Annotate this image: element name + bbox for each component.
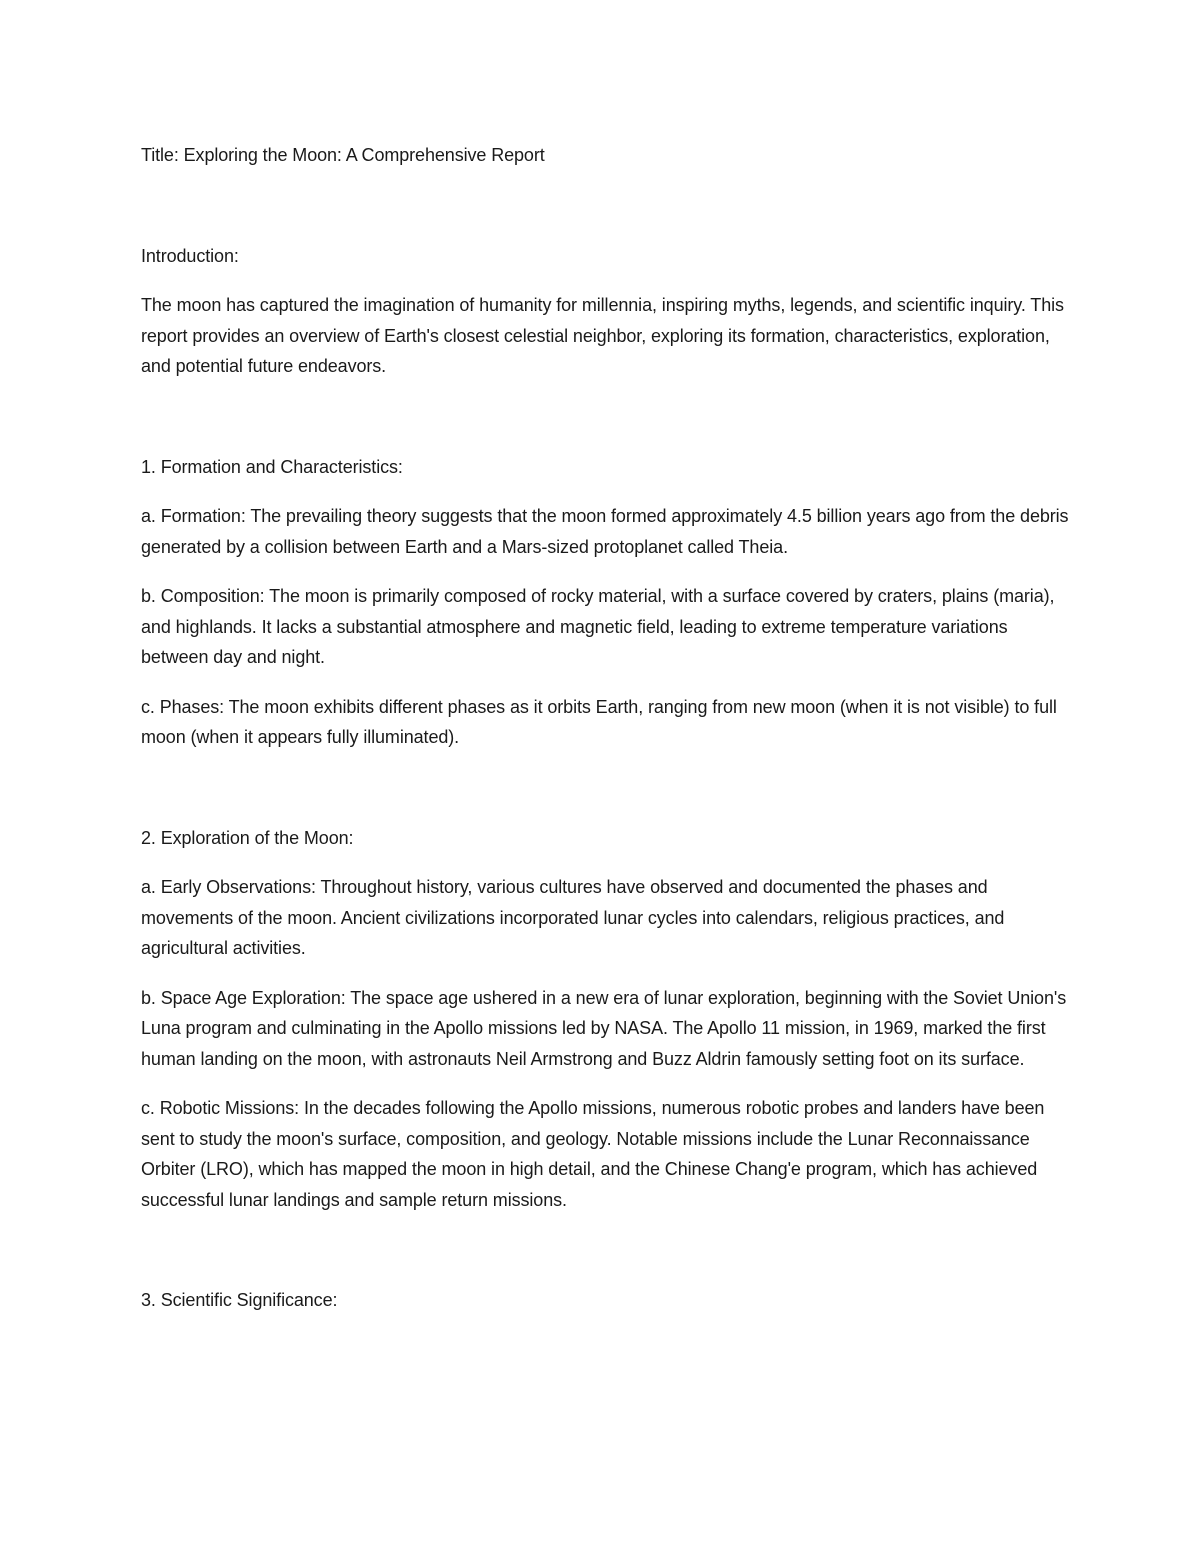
intro-paragraph: The moon has captured the imagination of humanity for millennia, inspiring myths, legends, and scientific inquiry. This report provides an overview of Earth's closest celestial neighbor, exploring its formation, characteristics, exploration, and potential future endeavors. — [141, 295, 1064, 376]
section-1-item-a: a. Formation: The prevailing theory suggests that the moon formed approximately 4.5 billion years ago from the debris generated by a collision between Earth and a Mars-sized protoplanet called Theia. — [141, 506, 1069, 557]
section-2-item-b: b. Space Age Exploration: The space age ushered in a new era of lunar exploration, beginning with the Soviet Union's Luna program and culminating in the Apollo missions led by NASA. The Apollo 11 mission, in 1969, marked the first human landing on the moon, with astronauts Neil Armstrong and Buzz Aldrin famously setting foot on its surface. — [141, 987, 1067, 1069]
section-2-item-c: c. Robotic Missions: In the decades following the Apollo missions, numerous robotic probes and landers have been sent to study the moon's surface, composition, and geology. Notable missions include the Lunar Reconnaissance Orbiter (LRO), which has mapped the moon in high detail, and the Chinese Chang'e program, which has achieved successful lunar landings and sample return missions. — [141, 1098, 1045, 1210]
document-title: Title: Exploring the Moon: A Comprehensive Report — [141, 145, 545, 165]
document-body — [141, 140, 1071, 1316]
section-1-item-c: c. Phases: The moon exhibits different phases as it orbits Earth, ranging from new moon (when it is not visible) to full moon (when it appears fully illuminated). — [141, 696, 1057, 747]
section-1-item-b: b. Composition: The moon is primarily composed of rocky material, with a surface covered by craters, plains (maria), and highlands. It lacks a substantial atmosphere and magnetic field, leading to extreme temperature variations between day and night. — [141, 586, 1055, 667]
section-3-heading: 3. Scientific Significance: — [141, 1290, 338, 1310]
section-2-heading: 2. Exploration of the Moon: — [141, 827, 354, 848]
section-2-item-a: a. Early Observations: Throughout history, various cultures have observed and documented the phases and movements of the moon. Ancient civilizations incorporated lunar cycles into calendars, religious practices, and agricultural activities. — [141, 877, 1005, 958]
section-1-heading: 1. Formation and Characteristics: — [141, 456, 403, 477]
intro-heading: Introduction: — [141, 245, 239, 266]
